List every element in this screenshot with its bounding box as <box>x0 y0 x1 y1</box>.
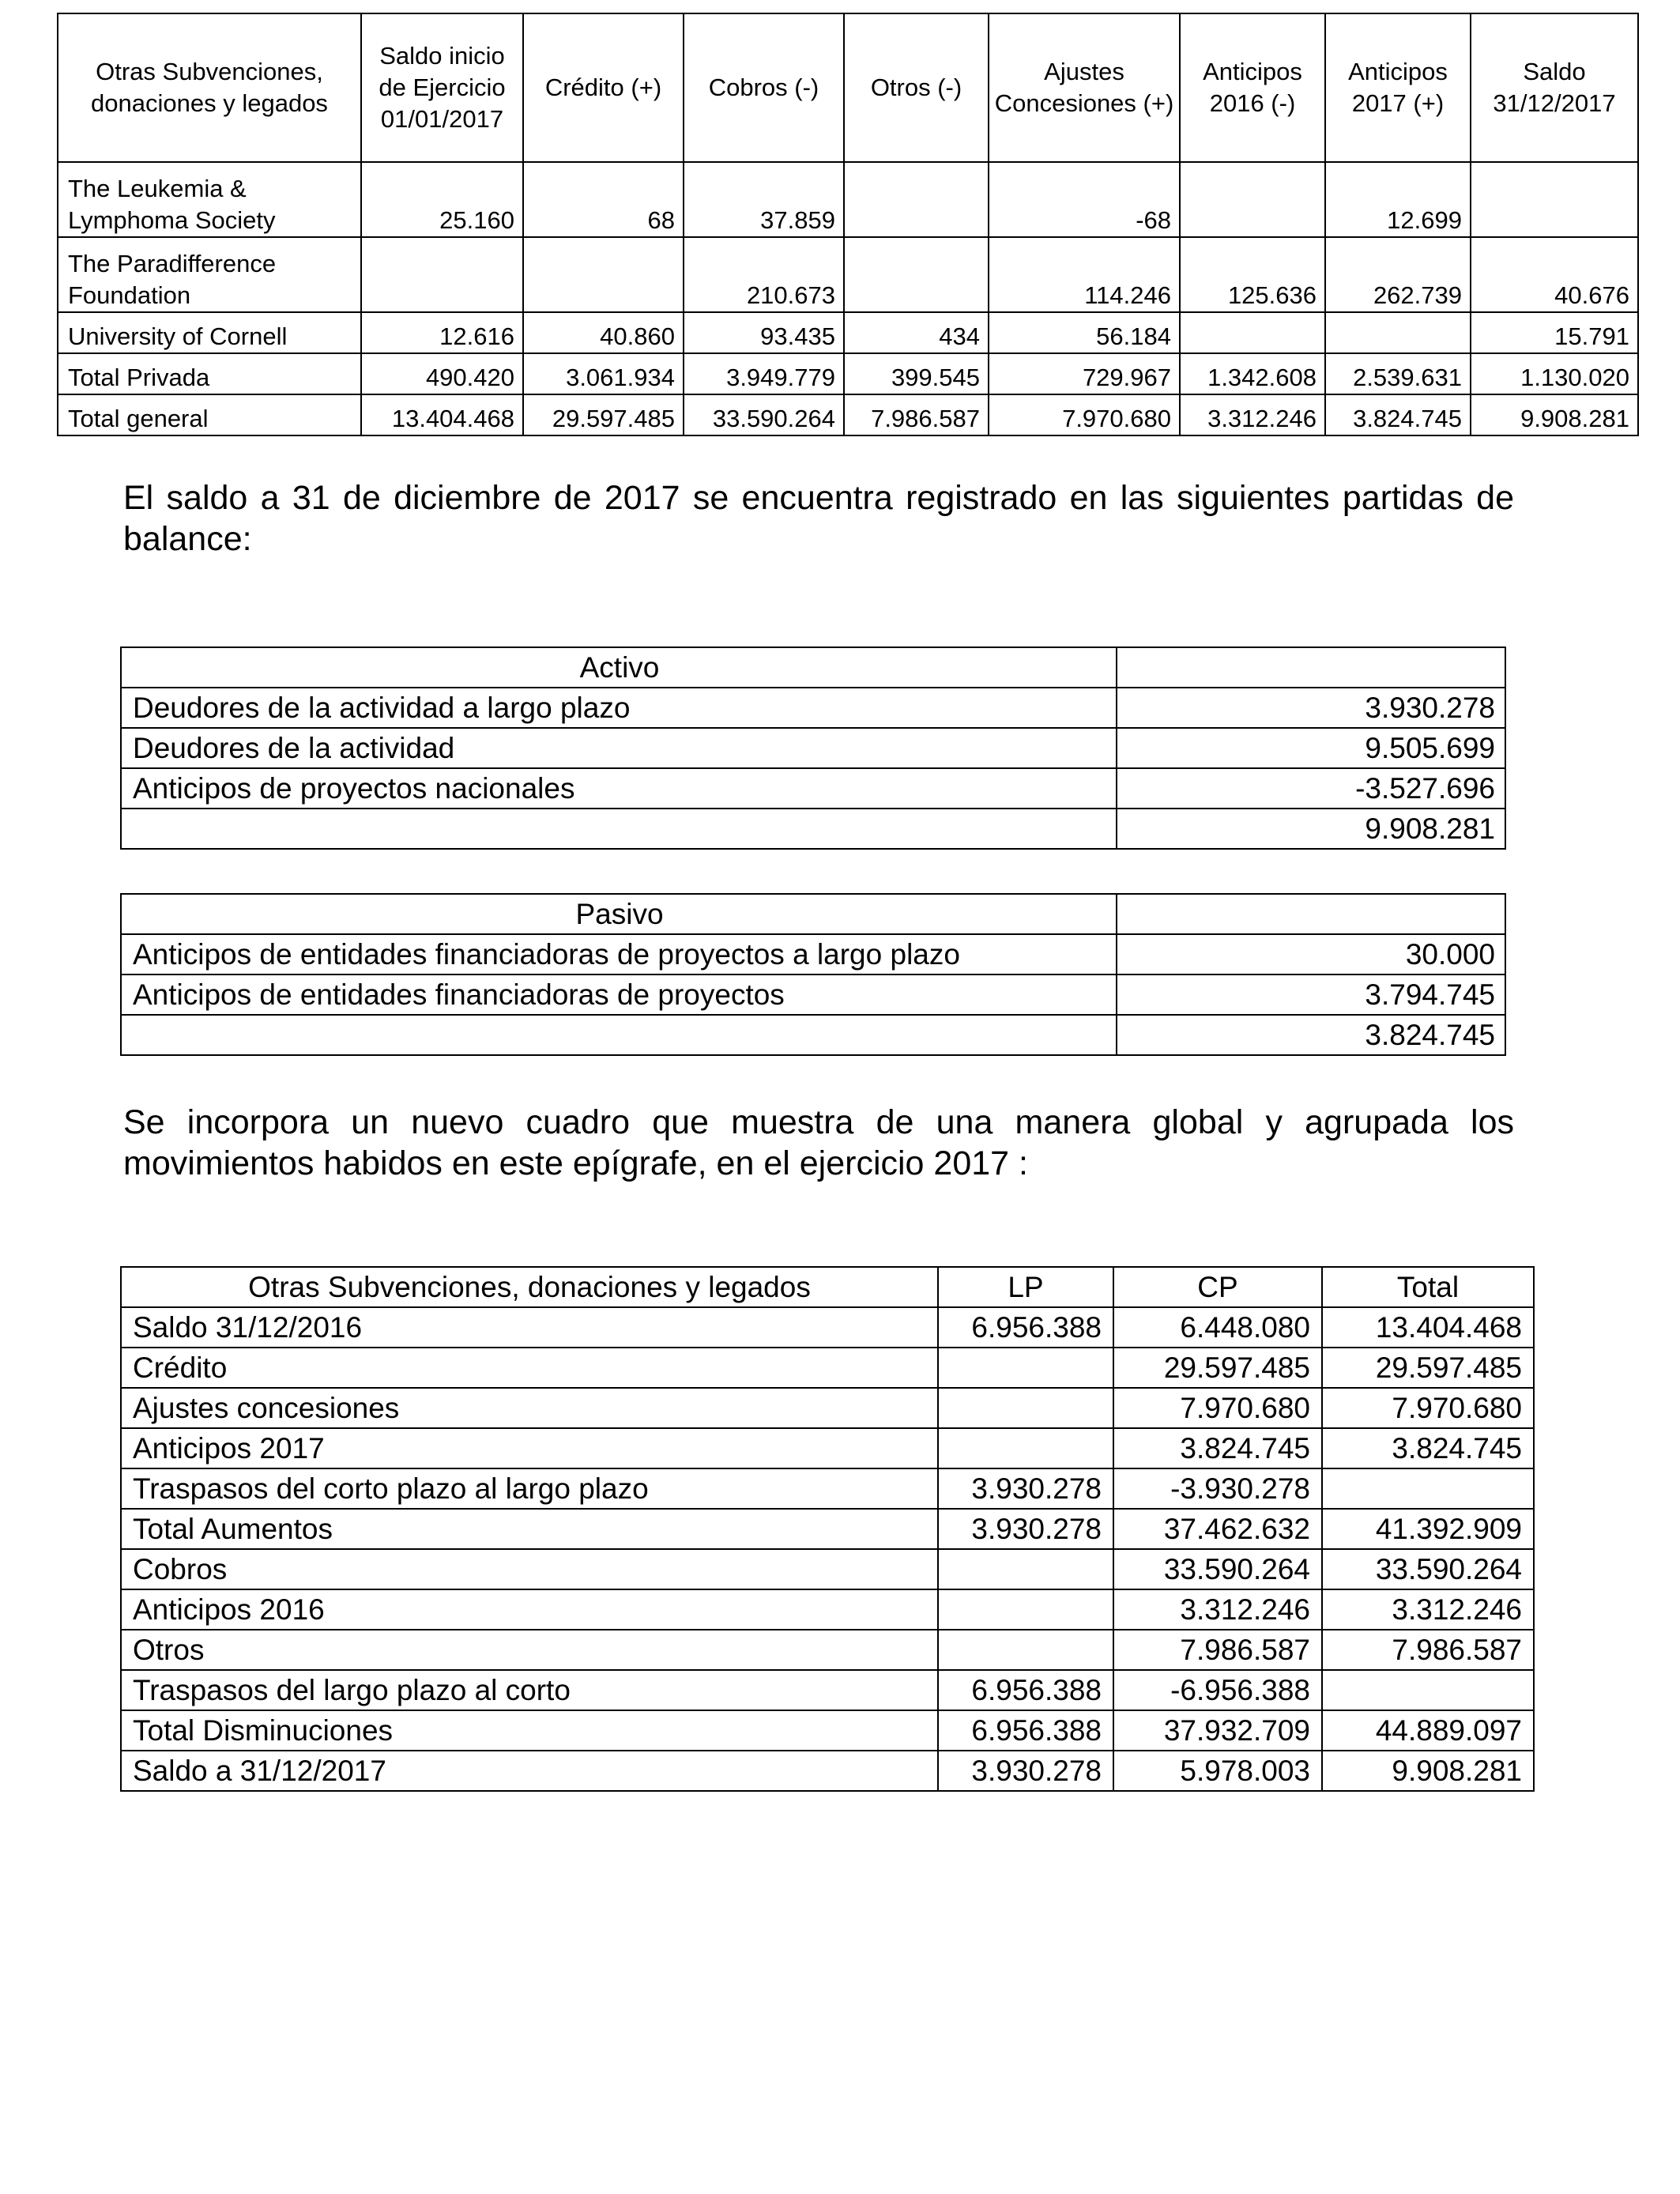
cell: 68 <box>523 162 684 237</box>
row-label: Deudores de la actividad a largo plazo <box>121 688 1117 728</box>
cell-cp: 3.824.745 <box>1113 1428 1322 1468</box>
row-label: Saldo 31/12/2016 <box>121 1307 938 1348</box>
table-row <box>121 1549 1534 1589</box>
table-row-total-general <box>58 394 1638 435</box>
cell: 56.184 <box>989 312 1180 353</box>
cell <box>1325 312 1471 353</box>
cell: 40.860 <box>523 312 684 353</box>
cell: 12.616 <box>361 312 523 353</box>
row-label: Ajustes concesiones <box>121 1388 938 1428</box>
cell: 7.986.587 <box>844 394 989 435</box>
cell: 3.824.745 <box>1325 394 1471 435</box>
cell-cp: 29.597.485 <box>1113 1348 1322 1388</box>
cell-cp: 33.590.264 <box>1113 1549 1322 1589</box>
paragraph-movements-intro: Se incorpora un nuevo cuadro que muestra de una manera global y agrupada los movimientos habidos en este epígrafe, en el ejercicio 2017 : <box>123 1103 1514 1182</box>
row-label: Anticipos de entidades financiadoras de proyectos a largo plazo <box>121 934 1117 974</box>
cell-total: 3.824.745 <box>1322 1428 1534 1468</box>
table-row <box>121 934 1505 974</box>
cell-total <box>1322 1670 1534 1710</box>
cell <box>361 237 523 312</box>
table-row-total-privada <box>58 353 1638 394</box>
table-row <box>121 728 1505 768</box>
cell-cp: 6.448.080 <box>1113 1307 1322 1348</box>
col-header-cobros: Cobros (-) <box>684 13 844 162</box>
row-label: Total Privada <box>58 353 361 394</box>
cell: 125.636 <box>1180 237 1325 312</box>
cell-lp <box>938 1388 1113 1428</box>
cell-total: 13.404.468 <box>1322 1307 1534 1348</box>
table-row <box>121 974 1505 1015</box>
cell: 13.404.468 <box>361 394 523 435</box>
table-row <box>121 1348 1534 1388</box>
cell-cp: 5.978.003 <box>1113 1751 1322 1791</box>
row-value: 30.000 <box>1117 934 1505 974</box>
cell-total: 3.312.246 <box>1322 1589 1534 1630</box>
cell: 2.539.631 <box>1325 353 1471 394</box>
cell: 7.970.680 <box>989 394 1180 435</box>
cell-lp <box>938 1348 1113 1388</box>
cell <box>1180 162 1325 237</box>
row-value: 3.794.745 <box>1117 974 1505 1015</box>
col-header-saldo-final: Saldo 31/12/2017 <box>1471 13 1638 162</box>
cell-total: 9.908.281 <box>1322 1751 1534 1791</box>
table-row-total <box>121 809 1505 849</box>
col-header-anticipos-2016: Anticipos 2016 (-) <box>1180 13 1325 162</box>
cell: -68 <box>989 162 1180 237</box>
row-label: Anticipos de entidades financiadoras de proyectos <box>121 974 1117 1015</box>
empty-cell <box>121 1015 1117 1055</box>
row-label: Total general <box>58 394 361 435</box>
table-row <box>121 1751 1534 1791</box>
cell-cp: 37.932.709 <box>1113 1710 1322 1751</box>
row-label: Traspasos del corto plazo al largo plazo <box>121 1468 938 1509</box>
movements-table <box>120 1266 1535 1792</box>
cell-total <box>1322 1468 1534 1509</box>
col-header-total: Total <box>1322 1267 1534 1307</box>
cell: 93.435 <box>684 312 844 353</box>
cell-total: 41.392.909 <box>1322 1509 1534 1549</box>
row-label: Total Aumentos <box>121 1509 938 1549</box>
table-row <box>121 1509 1534 1549</box>
cell: 210.673 <box>684 237 844 312</box>
cell <box>844 237 989 312</box>
cell: 37.859 <box>684 162 844 237</box>
cell-lp: 3.930.278 <box>938 1509 1113 1549</box>
cell: 25.160 <box>361 162 523 237</box>
cell <box>523 237 684 312</box>
cell <box>1180 312 1325 353</box>
paragraph-balance-intro: El saldo a 31 de diciembre de 2017 se encuentra registrado en las siguientes partidas de balance: <box>123 479 1514 558</box>
cell: 9.908.281 <box>1471 394 1638 435</box>
row-value: -3.527.696 <box>1117 768 1505 809</box>
table-row <box>121 1710 1534 1751</box>
row-label: Saldo a 31/12/2017 <box>121 1751 938 1791</box>
table-row <box>121 1428 1534 1468</box>
cell-lp <box>938 1589 1113 1630</box>
cell-lp: 6.956.388 <box>938 1710 1113 1751</box>
cell: 434 <box>844 312 989 353</box>
col-header-otros: Otros (-) <box>844 13 989 162</box>
cell-total: 7.970.680 <box>1322 1388 1534 1428</box>
col-header-ajustes: Ajustes Concesiones (+) <box>989 13 1180 162</box>
cell-cp: 3.312.246 <box>1113 1589 1322 1630</box>
col-header-cp: CP <box>1113 1267 1322 1307</box>
empty-cell <box>1117 894 1505 934</box>
cell-total: 7.986.587 <box>1322 1630 1534 1670</box>
cell <box>1471 162 1638 237</box>
cell <box>844 162 989 237</box>
cell: 490.420 <box>361 353 523 394</box>
table-header-row <box>121 647 1505 688</box>
cell: 114.246 <box>989 237 1180 312</box>
cell-lp <box>938 1549 1113 1589</box>
table-row <box>58 162 1638 237</box>
row-label: Anticipos de proyectos nacionales <box>121 768 1117 809</box>
row-label: Deudores de la actividad <box>121 728 1117 768</box>
cell-lp <box>938 1428 1113 1468</box>
cell-cp: 7.970.680 <box>1113 1388 1322 1428</box>
row-value: 3.930.278 <box>1117 688 1505 728</box>
cell: 29.597.485 <box>523 394 684 435</box>
table-row <box>121 768 1505 809</box>
cell-total: 33.590.264 <box>1322 1549 1534 1589</box>
cell-lp: 3.930.278 <box>938 1468 1113 1509</box>
col-header-credito: Crédito (+) <box>523 13 684 162</box>
cell-cp: 37.462.632 <box>1113 1509 1322 1549</box>
row-label: Crédito <box>121 1348 938 1388</box>
row-value: 9.505.699 <box>1117 728 1505 768</box>
col-header-lp: LP <box>938 1267 1113 1307</box>
activo-header: Activo <box>121 647 1117 688</box>
activo-table <box>120 647 1506 850</box>
table-header-row <box>121 894 1505 934</box>
row-label: Anticipos 2016 <box>121 1589 938 1630</box>
cell: 1.342.608 <box>1180 353 1325 394</box>
empty-cell <box>1117 647 1505 688</box>
cell: 729.967 <box>989 353 1180 394</box>
row-label: University of Cornell <box>58 312 361 353</box>
col-header-concept: Otras Subvenciones, donaciones y legados <box>121 1267 938 1307</box>
cell: 3.949.779 <box>684 353 844 394</box>
empty-cell <box>121 809 1117 849</box>
row-label: Anticipos 2017 <box>121 1428 938 1468</box>
cell-cp: 7.986.587 <box>1113 1630 1322 1670</box>
pasivo-total: 3.824.745 <box>1117 1015 1505 1055</box>
cell: 33.590.264 <box>684 394 844 435</box>
table-row <box>121 1388 1534 1428</box>
cell: 399.545 <box>844 353 989 394</box>
cell-lp: 6.956.388 <box>938 1670 1113 1710</box>
cell-lp: 6.956.388 <box>938 1307 1113 1348</box>
row-label: Total Disminuciones <box>121 1710 938 1751</box>
cell: 3.061.934 <box>523 353 684 394</box>
cell-lp <box>938 1630 1113 1670</box>
cell-total: 44.889.097 <box>1322 1710 1534 1751</box>
activo-total: 9.908.281 <box>1117 809 1505 849</box>
table-header-row <box>58 13 1638 162</box>
table-row <box>121 1670 1534 1710</box>
row-label: Cobros <box>121 1549 938 1589</box>
table-row <box>121 1630 1534 1670</box>
col-header-concept: Otras Subvenciones, donaciones y legados <box>58 13 361 162</box>
table-row <box>121 688 1505 728</box>
row-label: Traspasos del largo plazo al corto <box>121 1670 938 1710</box>
col-header-anticipos-2017: Anticipos 2017 (+) <box>1325 13 1471 162</box>
cell: 3.312.246 <box>1180 394 1325 435</box>
cell: 12.699 <box>1325 162 1471 237</box>
pasivo-table <box>120 893 1506 1056</box>
cell-cp: -6.956.388 <box>1113 1670 1322 1710</box>
cell: 262.739 <box>1325 237 1471 312</box>
table-row <box>58 312 1638 353</box>
table-row <box>58 237 1638 312</box>
cell: 40.676 <box>1471 237 1638 312</box>
cell: 15.791 <box>1471 312 1638 353</box>
table-row-total <box>121 1015 1505 1055</box>
row-label: Otros <box>121 1630 938 1670</box>
pasivo-header: Pasivo <box>121 894 1117 934</box>
row-label: The Leukemia & Lymphoma Society <box>58 162 361 237</box>
row-label: The Paradifference Foundation <box>58 237 361 312</box>
table-header-row <box>121 1267 1534 1307</box>
table-row <box>121 1589 1534 1630</box>
col-header-saldo-inicio: Saldo inicio de Ejercicio 01/01/2017 <box>361 13 523 162</box>
subvenciones-detail-table <box>57 13 1639 436</box>
table-row <box>121 1307 1534 1348</box>
table-row <box>121 1468 1534 1509</box>
cell: 1.130.020 <box>1471 353 1638 394</box>
cell-lp: 3.930.278 <box>938 1751 1113 1791</box>
cell-cp: -3.930.278 <box>1113 1468 1322 1509</box>
cell-total: 29.597.485 <box>1322 1348 1534 1388</box>
